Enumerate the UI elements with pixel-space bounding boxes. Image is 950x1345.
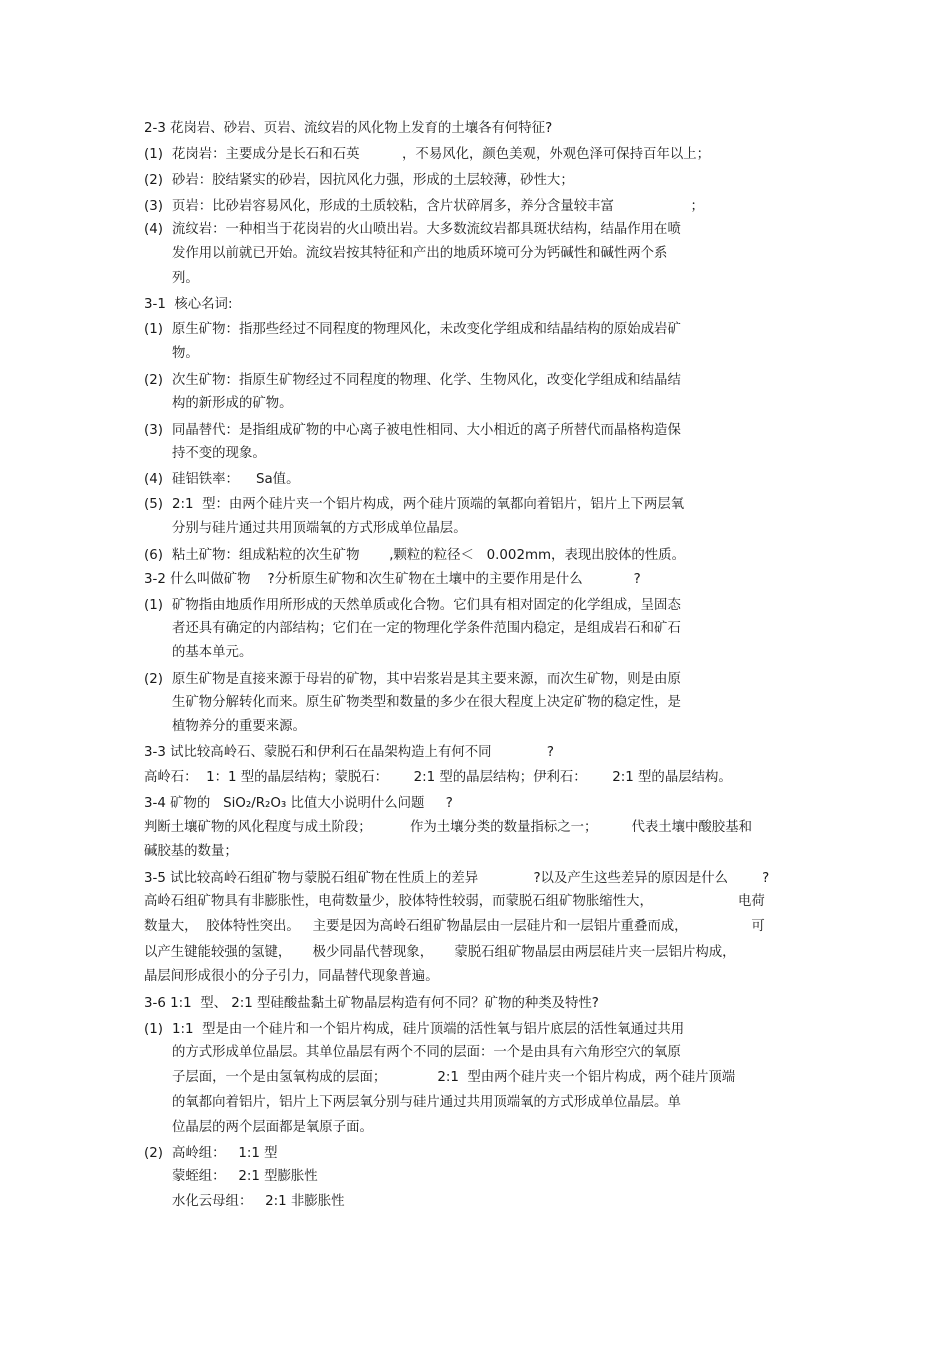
item-number: (1) — [144, 322, 163, 337]
item-text: 发作用以前就已开始。流纹岩按其特征和产出的地质环境可分为钙碱性和碱性两个系 — [172, 246, 668, 261]
item-text: 位晶层的两个层面都是氧原子面。 — [172, 1120, 373, 1135]
item-text: 硅铝铁率： Sa值。 — [172, 472, 300, 487]
item-text: 构的新形成的矿物。 — [172, 396, 293, 411]
item-text: 子层面，一个是由氢氧构成的层面； 2:1 型由两个硅片夹一个铝片构成，两个硅片顶端 — [172, 1070, 736, 1085]
answer-text: 数量大， 胶体特性突出。 主要是因为高岭石组矿物晶层由一层硅片和一层铝片重叠而成， 可 — [144, 919, 765, 934]
answer-text: 高岭石组矿物具有非膨胀性，电荷数量少，胶体特性较弱，而蒙脱石组矿物胀缩性大， 电荷 — [144, 894, 765, 909]
item-text: 的基本单元。 — [172, 645, 253, 660]
item-text: 高岭组： 1:1 型 — [172, 1146, 278, 1161]
question-heading-2-3: 2-3 花岗岩、砂岩、页岩、流纹岩的风化物上发育的土壤各有何特征? — [144, 121, 553, 136]
question-heading-3-5: 3-5 试比较高岭石组矿物与蒙脱石组矿物在性质上的差异 ?以及产生这些差异的原因是什么 ? — [144, 871, 770, 886]
item-number: (6) — [144, 548, 163, 563]
item-number: (1) — [144, 598, 163, 613]
question-heading-3-4: 3-4 矿物的 SiO₂/R₂O₃ 比值大小说明什么问题 ? — [144, 796, 453, 811]
item-text: 流纹岩：一种相当于花岗岩的火山喷出岩。大多数流纹岩都具斑状结构，结晶作用在喷 — [172, 222, 681, 237]
item-text: 同晶替代：是指组成矿物的中心离子被电性相同、大小相近的离子所替代而晶格构造保 — [172, 423, 681, 438]
item-number: (2) — [144, 1146, 163, 1161]
item-text: 植物养分的重要来源。 — [172, 719, 306, 734]
item-number: (2) — [144, 672, 163, 687]
item-text: 砂岩：胶结紧实的砂岩，因抗风化力强，形成的土层较薄，砂性大； — [172, 173, 574, 188]
item-text: 生矿物分解转化而来。原生矿物类型和数量的多少在很大程度上决定矿物的稳定性，是 — [172, 695, 681, 710]
item-text: 水化云母组： 2:1 非膨胀性 — [172, 1194, 345, 1209]
item-text: 花岗岩：主要成分是长石和石英 ，不易风化，颜色美观，外观色泽可保持百年以上； — [172, 147, 711, 162]
item-text: 的氧都向着铝片，铝片上下两层氧分别与硅片通过共用顶端氧的方式形成单位晶层。单 — [172, 1095, 681, 1110]
question-heading-3-3: 3-3 试比较高岭石、蒙脱石和伊利石在晶架构造上有何不同 ? — [144, 745, 554, 760]
item-text: 粘土矿物：组成粘粒的次生矿物 ,颗粒的粒径＜ 0.002mm，表现出胶体的性质。 — [172, 548, 685, 563]
answer-text: 以产生键能较强的氢键， 极少同晶代替现象， 蒙脱石组矿物晶层由两层硅片夹一层铝片构成， — [144, 945, 736, 960]
item-number: (5) — [144, 497, 163, 512]
item-text: 的方式形成单位晶层。其单位晶层有两个不同的层面：一个是由具有六角形空穴的氧原 — [172, 1045, 681, 1060]
answer-text: 判断土壤矿物的风化程度与成土阶段； 作为土壤分类的数量指标之一； 代表土壤中酸胶基和 — [144, 820, 752, 835]
item-number: (4) — [144, 472, 163, 487]
item-text: 列。 — [172, 271, 199, 286]
item-number: (3) — [144, 199, 163, 214]
item-text: 页岩：比砂岩容易风化，形成的土质较粘，含片状碎屑多，养分含量较丰富 ； — [172, 199, 704, 214]
item-number: (4) — [144, 222, 163, 237]
question-heading-3-6: 3-6 1:1 型、 2:1 型硅酸盐黏土矿物晶层构造有何不同？矿物的种类及特性? — [144, 996, 599, 1011]
item-number: (1) — [144, 1022, 163, 1037]
item-number: (2) — [144, 373, 163, 388]
item-number: (3) — [144, 423, 163, 438]
question-heading-3-1: 3-1 核心名词: — [144, 297, 233, 312]
item-text: 原生矿物是直接来源于母岩的矿物，其中岩浆岩是其主要来源，而次生矿物，则是由原 — [172, 672, 681, 687]
answer-text: 碱胶基的数量； — [144, 844, 238, 859]
item-text: 2:1 型：由两个硅片夹一个铝片构成，两个硅片顶端的氧都向着铝片，铝片上下两层氧 — [172, 497, 685, 512]
item-number: (2) — [144, 173, 163, 188]
item-text: 矿物指由地质作用所形成的天然单质或化合物。它们具有相对固定的化学组成，呈固态 — [172, 598, 681, 613]
answer-text: 晶层间形成很小的分子引力，同晶替代现象普遍。 — [144, 969, 439, 984]
item-text: 持不变的现象。 — [172, 446, 266, 461]
item-text: 1:1 型是由一个硅片和一个铝片构成，硅片顶端的活性氧与铝片底层的活性氧通过共用 — [172, 1022, 685, 1037]
item-text: 蒙蛭组： 2:1 型膨胀性 — [172, 1169, 318, 1184]
question-heading-3-2: 3-2 什么叫做矿物 ?分析原生矿物和次生矿物在土壤中的主要作用是什么 ? — [144, 572, 641, 587]
item-number: (1) — [144, 147, 163, 162]
item-text: 物。 — [172, 346, 199, 361]
item-text: 次生矿物：指原生矿物经过不同程度的物理、化学、生物风化，改变化学组成和结晶结 — [172, 373, 681, 388]
item-text: 分别与硅片通过共用顶端氧的方式形成单位晶层。 — [172, 521, 467, 536]
answer-text: 高岭石： 1：1 型的晶层结构；蒙脱石： 2:1 型的晶层结构；伊利石： 2:1 型的晶层结构。 — [144, 770, 732, 785]
item-text: 者还具有确定的内部结构；它们在一定的物理化学条件范围内稳定，是组成岩石和矿石 — [172, 621, 681, 636]
item-text: 原生矿物：指那些经过不同程度的物理风化，未改变化学组成和结晶结构的原始成岩矿 — [172, 322, 681, 337]
